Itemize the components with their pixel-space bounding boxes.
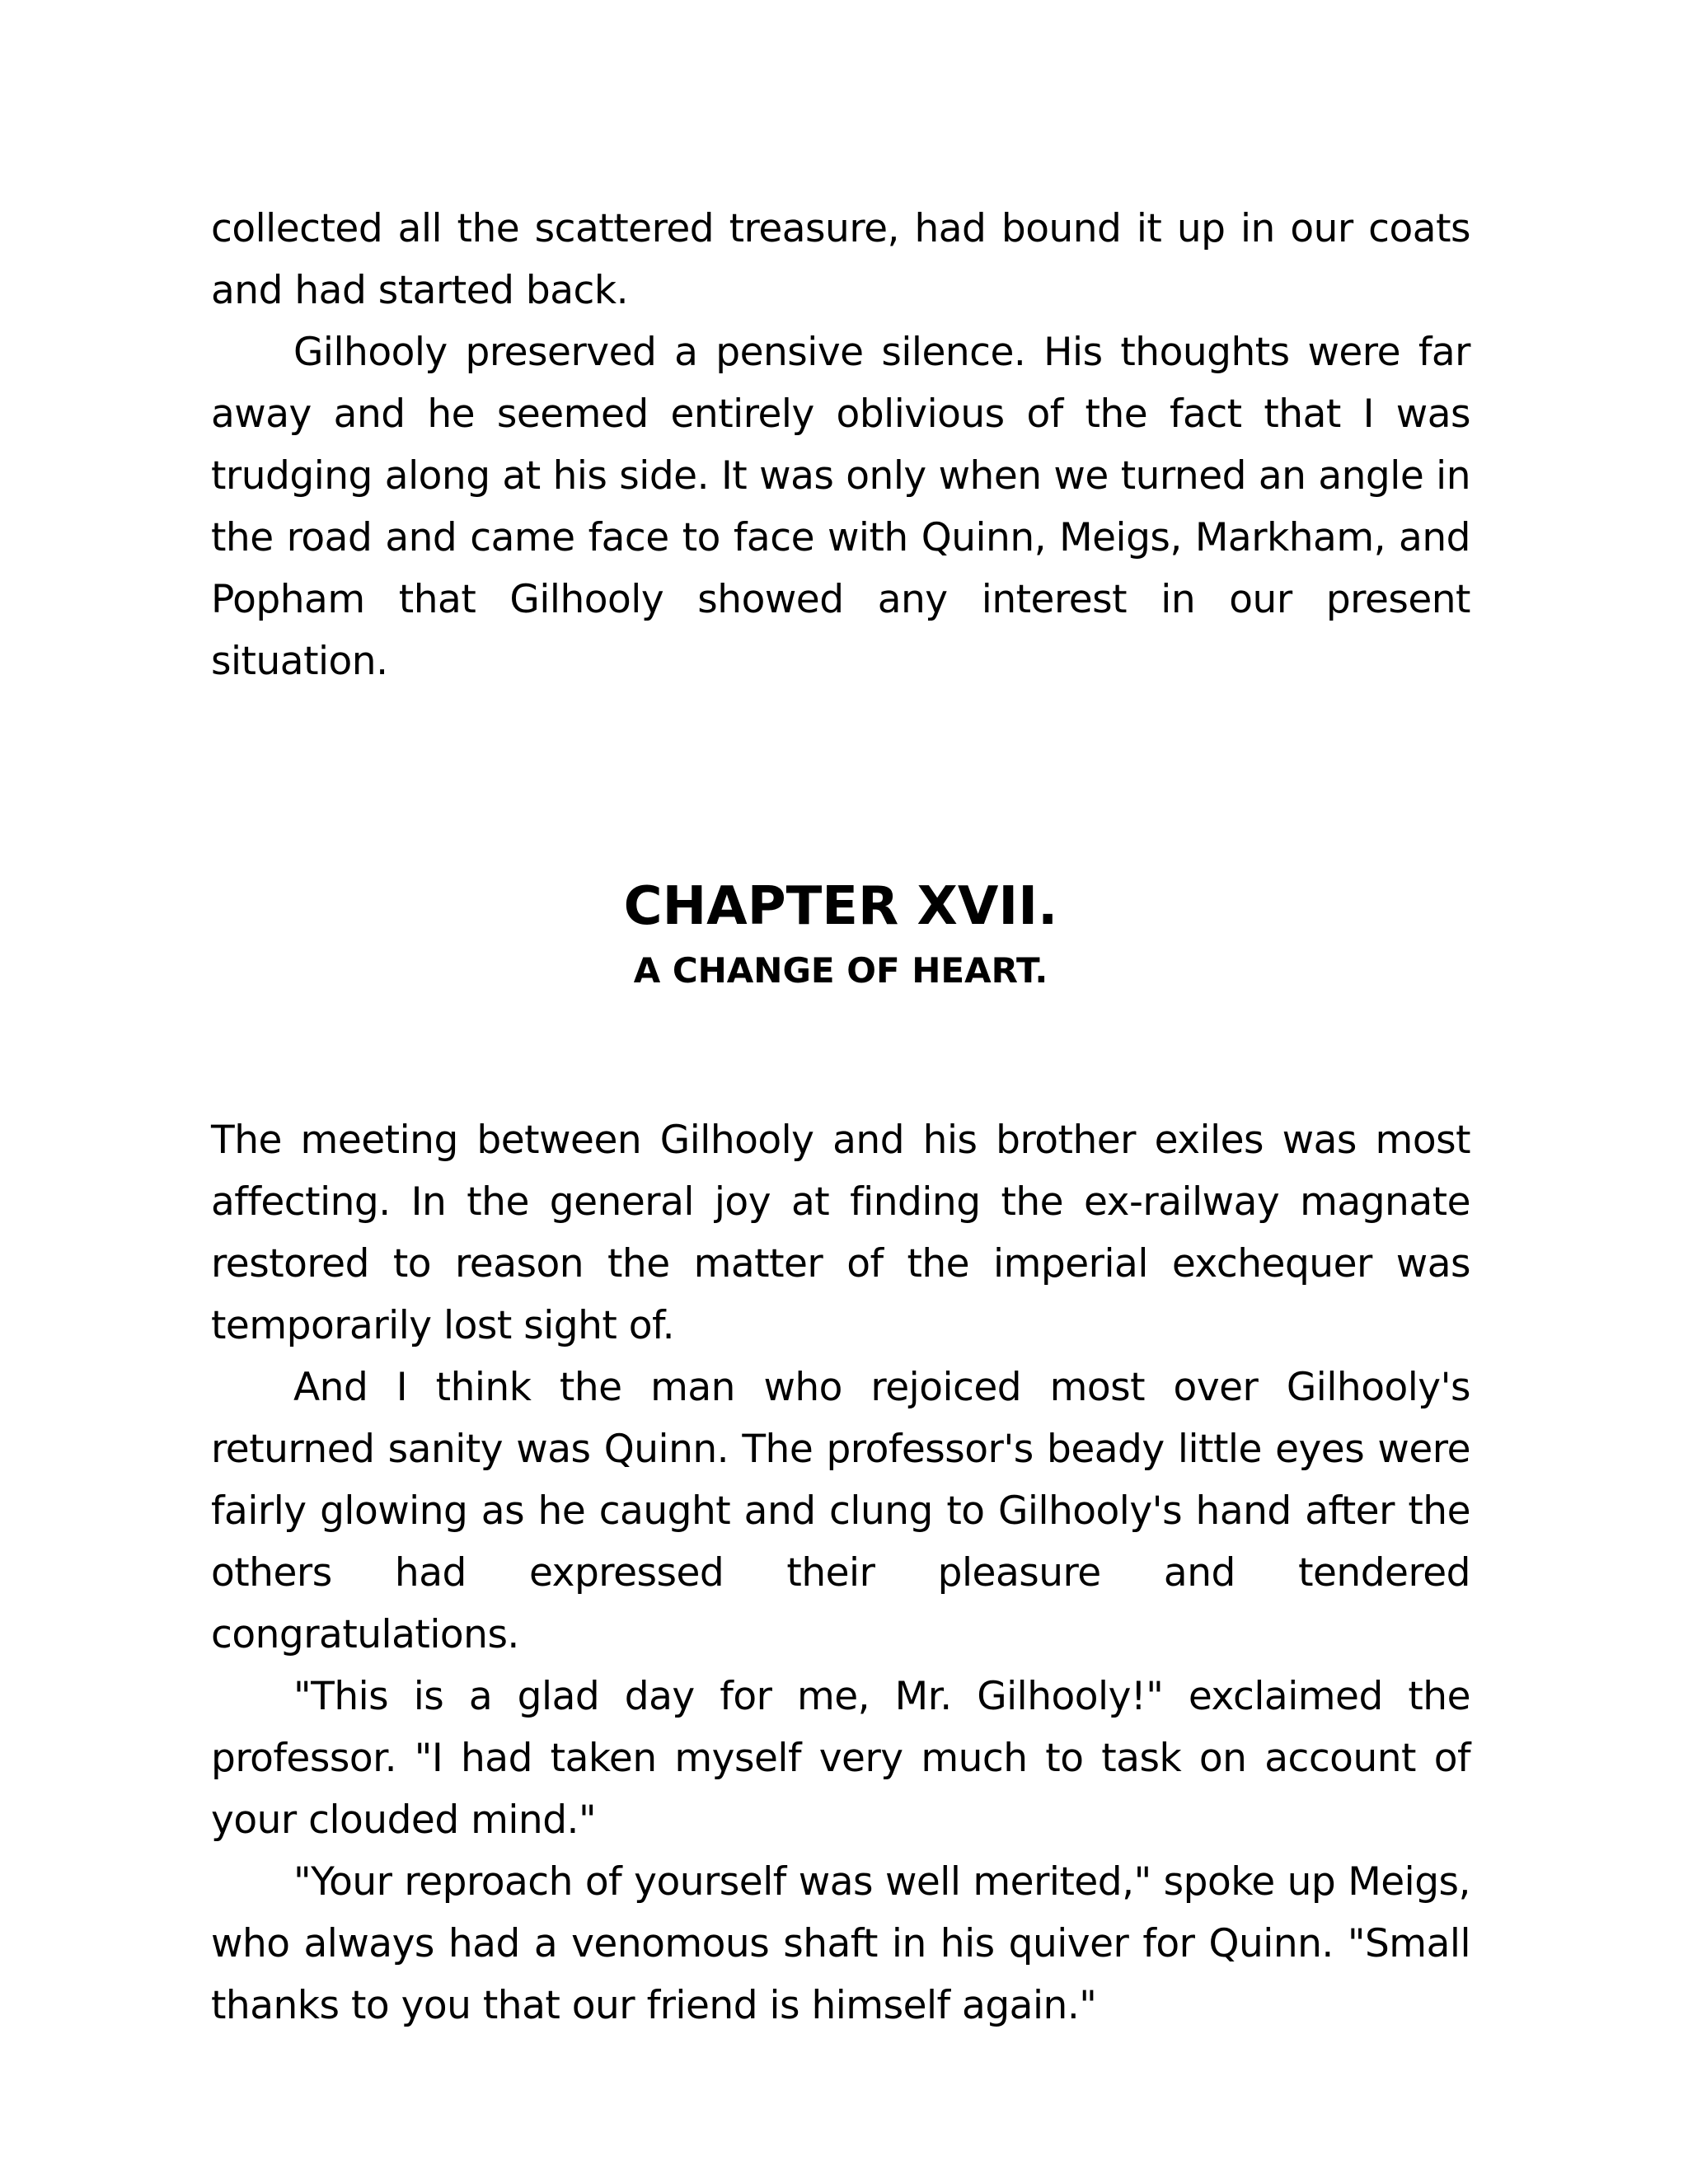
- paragraph-reproach: "Your reproach of yourself was well merited," spoke up Meigs, who always had a venomous shaft in his quiver for Quinn. "Small thanks to you that our friend is himself again.": [211, 1859, 1470, 2028]
- heading-spacer: [211, 1002, 1470, 1109]
- book-page: [211, 198, 1470, 2036]
- paragraph-continued: collected all the scattered treasure, had bound it up in our coats and had started back.: [211, 206, 1470, 313]
- chapter-heading: CHAPTER XVII.: [623, 876, 1058, 937]
- section-break: [211, 692, 1470, 874]
- paragraph-glad-day: "This is a glad day for me, Mr. Gilhooly!" exclaimed the professor. "I had taken myself very much to task on account of your clouded mind.": [211, 1674, 1470, 1843]
- chapter-subtitle: A CHANGE OF HEART.: [633, 950, 1048, 991]
- paragraph-quinn-rejoiced: And I think the man who rejoiced most over Gilhooly's returned sanity was Quinn. The professor's beady little eyes were fairly glowing as he caught and clung to Gilhooly's hand after the others had expressed their pleasure and tendered congratulations.: [211, 1365, 1470, 1657]
- paragraph-pensive-silence: Gilhooly preserved a pensive silence. His thoughts were far away and he seemed entirely oblivious of the fact that I was trudging along at his side. It was only when we turned an angle in the road and came face to face with Quinn, Meigs, Markham, and Popham that Gilhooly showed any interest in our present situation.: [211, 330, 1470, 684]
- paragraph-meeting: The meeting between Gilhooly and his brother exiles was most affecting. In the general joy at finding the ex-railway magnate restored to reason the matter of the imperial exchequer was temporarily lost sight of.: [211, 1118, 1470, 1348]
